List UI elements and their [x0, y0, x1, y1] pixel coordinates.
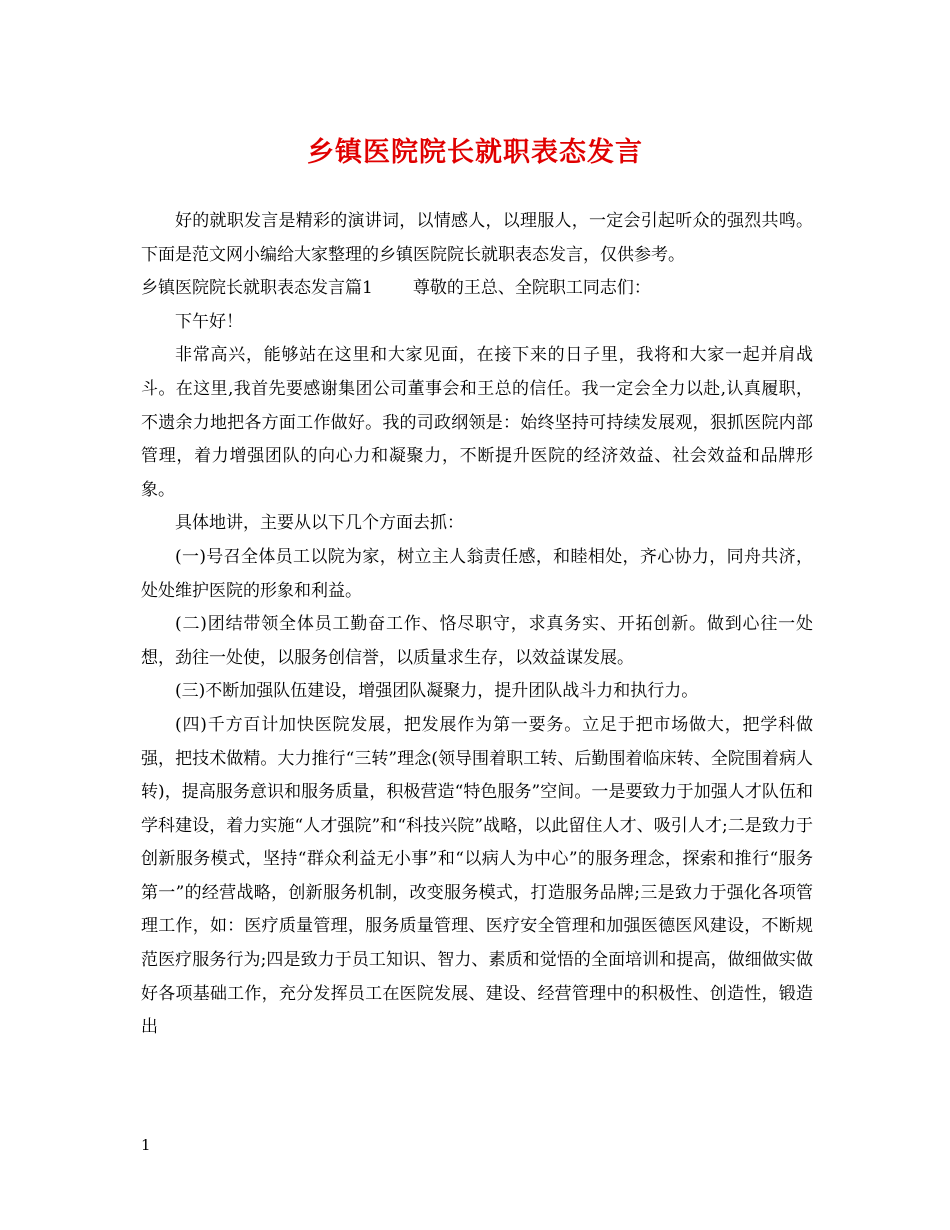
section-heading: 乡镇医院院长就职表态发言篇1 [141, 278, 373, 299]
intro-paragraph: 好的就职发言是精彩的演讲词，以情感人，以理服人，一定会引起听众的强烈共鸣。下面是范文网小编给大家整理的乡镇医院院长就职表态发言，仅供参考。 [141, 211, 813, 265]
salutation: 尊敬的王总、全院职工同志们： [412, 278, 651, 299]
greeting: 下午好！ [175, 311, 243, 332]
list-item-1: (一)号召全体员工以院为家，树立主人翁责任感，和睦相处，齐心协力，同舟共济，处处维护医院的形象和利益。 [141, 546, 813, 601]
body-paragraph: 非常高兴，能够站在这里和大家见面，在接下来的日子里，我将和大家一起并肩战斗。在这里,我首先要感谢集团公司董事会和王总的信任。我一定会全力以赴,认真履职，不遗余力地把各方面工作做好。我的司政纲领是：始终坚持可持续发展观，狠抓医院内部管理，着力增强团队的向心力和凝聚力，不断提升医院的经济效益、社会效益和品牌形象。 [141, 345, 813, 500]
list-item-3: (三)不断加强队伍建设，增强团队凝聚力，提升团队战斗力和执行力。 [175, 681, 699, 702]
section-heading-line [141, 272, 813, 306]
page-number: 1 [141, 1136, 151, 1154]
document-title: 乡镇医院院长就职表态发言 [307, 137, 643, 168]
body-paragraph: 具体地讲，主要从以下几个方面去抓： [175, 513, 464, 534]
list-item-4: (四)千方百计加快医院发展，把发展作为第一要务。立足于把市场做大，把学科做强，把技术做精。大力推行“三转”理念(领导围着职工转、后勤围着临床转、全院围着病人转)，提高服务意识和服务质量，积极营造“特色服务”空间。一是要致力于加强人才队伍和学科建设，着力实施“人才强院”和“科技兴院”战略，以此留住人才、吸引人才;二是致力于创新服务模式，坚持“群众利益无小事”和“以病人为中心”的服务理念，探索和推行“服务第一”的经营战略，创新服务机制，改变服务模式，打造服务品牌;三是致力于强化各项管理工作，如：医疗质量管理，服务质量管理、医疗安全管理和加强医德医风建设，不断规范医疗服务行为;四是致力于员工知识、智力、素质和觉悟的全面培训和提高，做细做实做好各项基础工作，充分发挥员工在医院发展、建设、经营管理中的积极性、创造性，锻造出 [141, 714, 813, 1038]
document-body [141, 205, 813, 1045]
list-item-2: (二)团结带领全体员工勤奋工作、恪尽职守，求真务实、开拓创新。做到心往一处想，劲往一处使，以服务创信誉，以质量求生存，以效益谋发展。 [141, 614, 813, 668]
